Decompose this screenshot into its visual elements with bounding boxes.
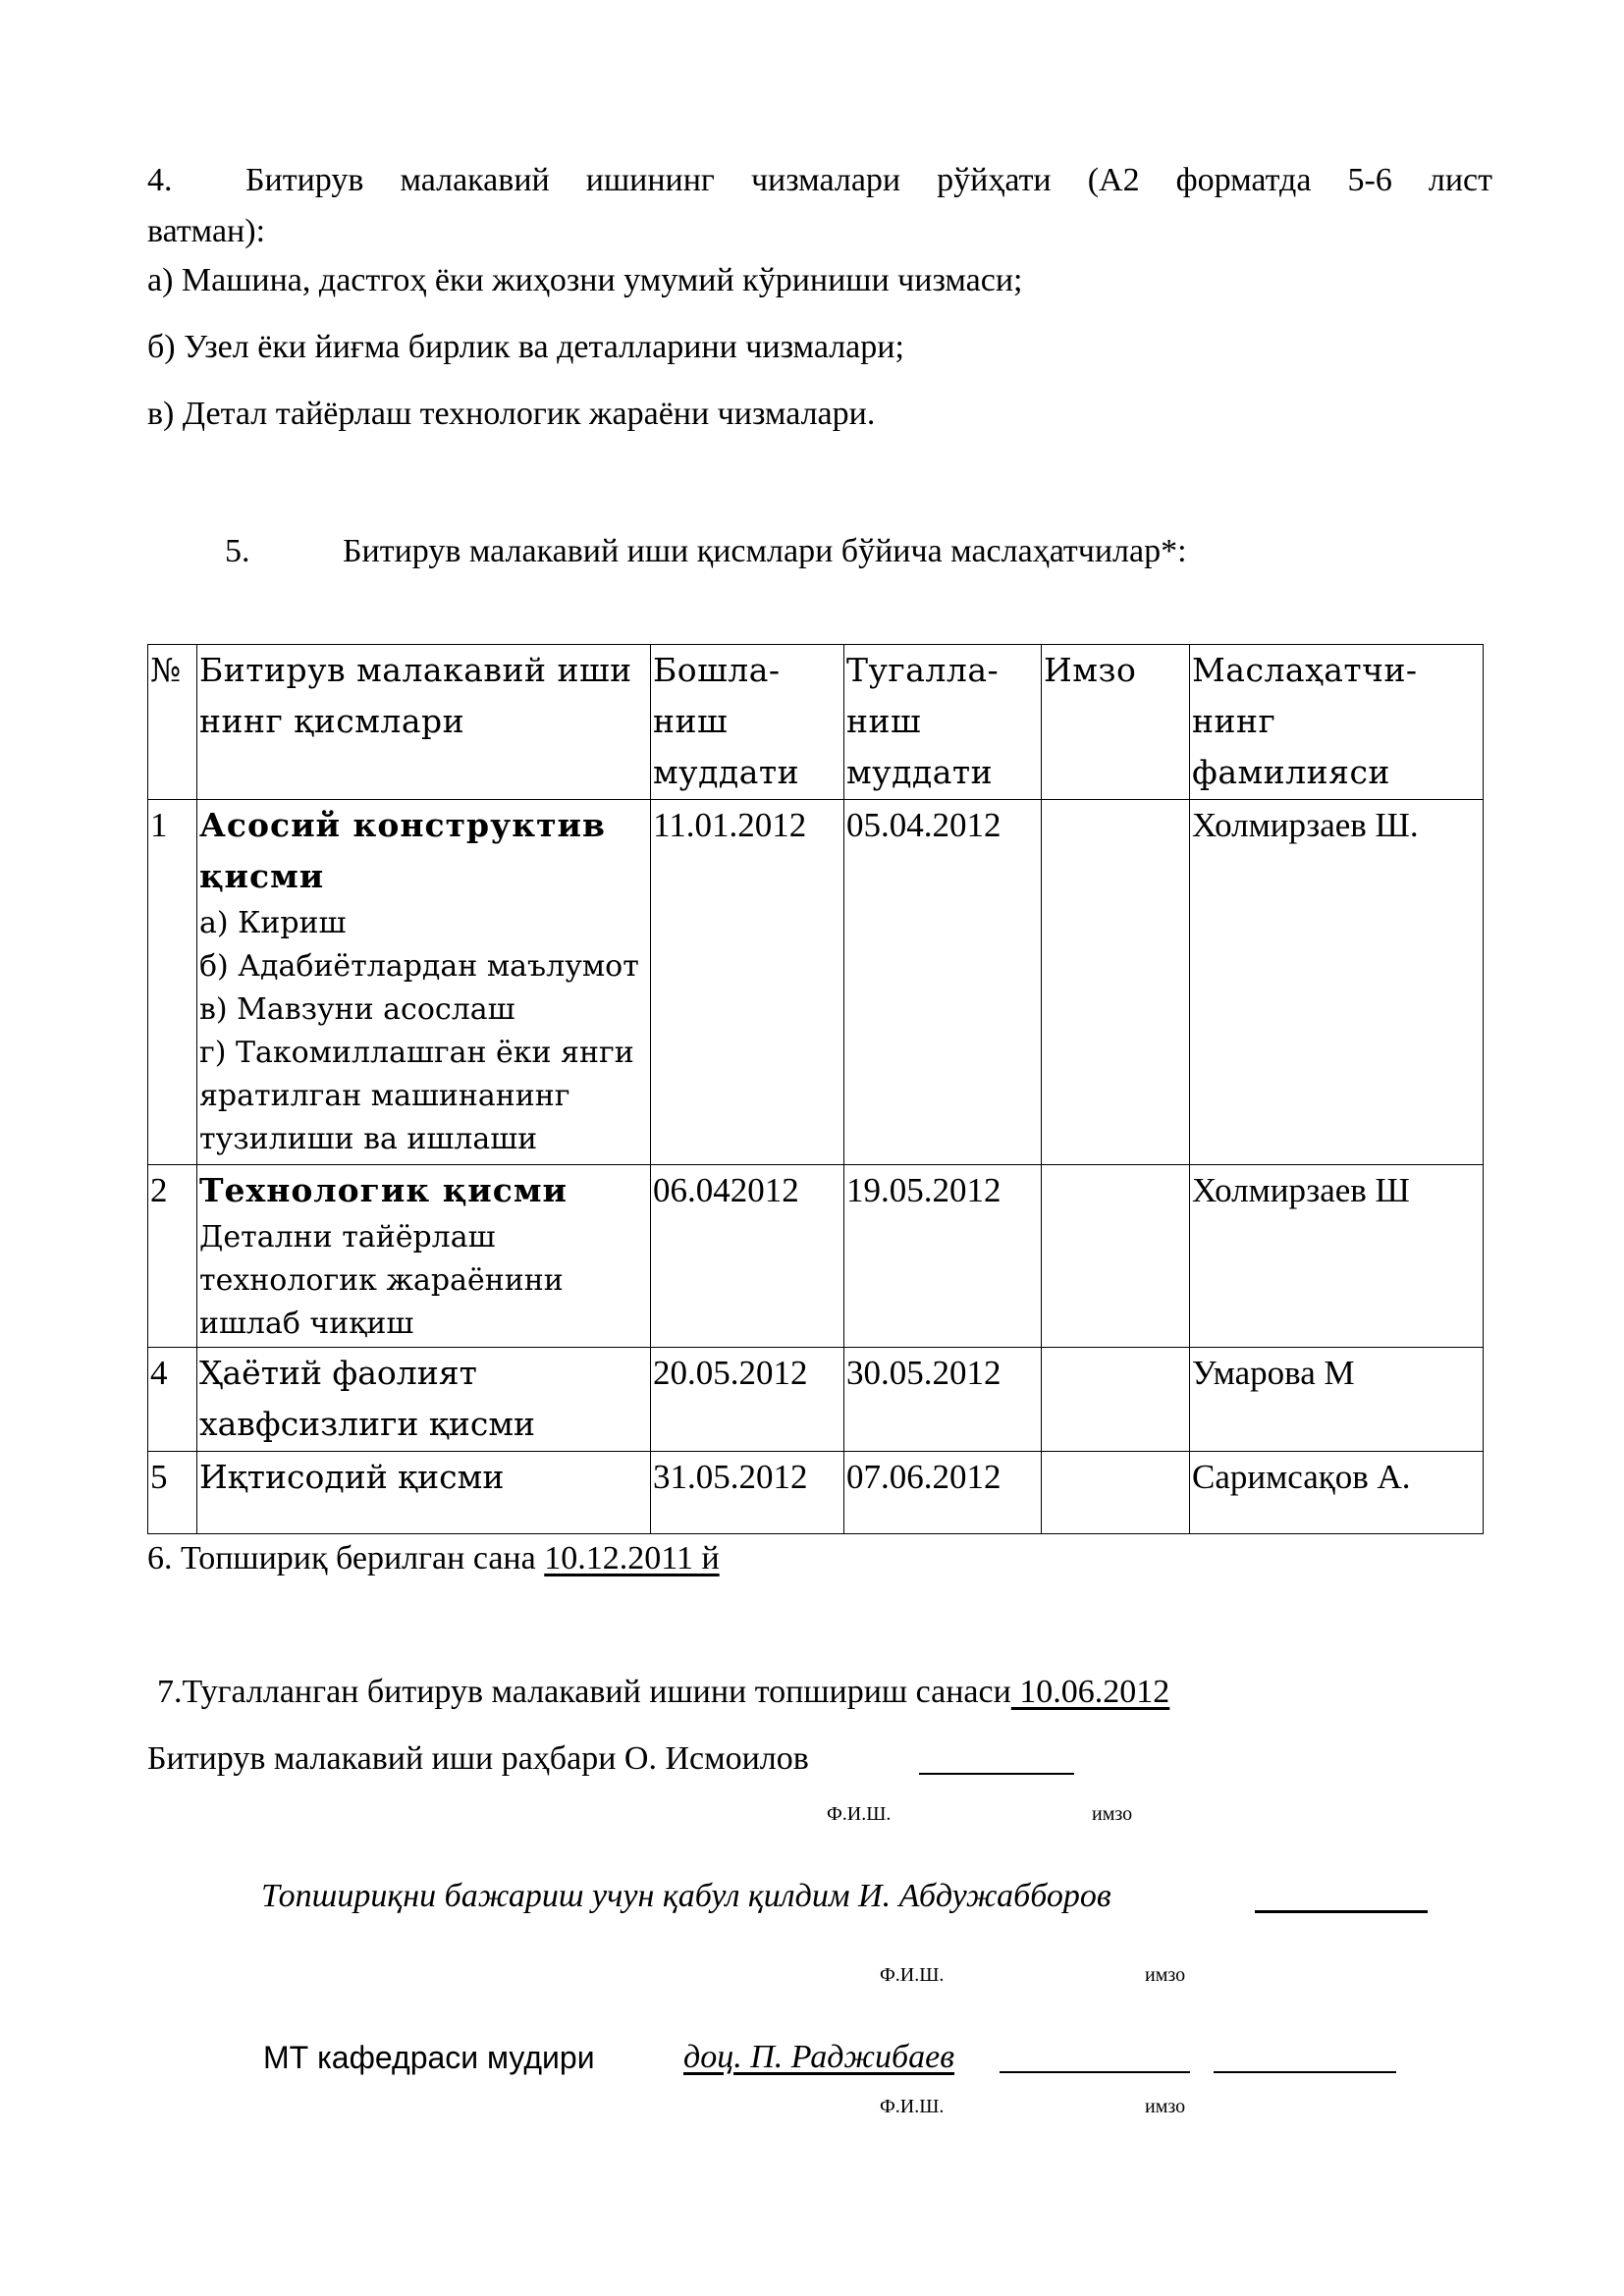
header-advisor-line: Маслаҳатчи- <box>1192 651 1418 689</box>
row-part-sub: тузилиши ва ишлаши <box>199 1122 538 1156</box>
head-sign-caption: имзо <box>1145 2096 1186 2117</box>
row-number: 5 <box>148 1452 197 1534</box>
table-row <box>148 1348 1484 1452</box>
header-start-line: муддати <box>653 753 800 791</box>
head-fio-caption: Ф.И.Ш. <box>880 2096 945 2117</box>
supervisor-text: Битирув малакавий иши раҳбари О. Исмоилов <box>147 1740 818 1777</box>
row-part <box>197 1165 651 1348</box>
section6-label: 6. Топшириқ берилган сана <box>147 1540 545 1576</box>
section5-number: 5. <box>225 533 250 569</box>
row-end-date: 30.05.2012 <box>844 1348 1042 1452</box>
header-end-line: муддати <box>846 753 994 791</box>
row-part-sub: Детални тайёрлаш <box>199 1220 496 1255</box>
row-end-date: 19.05.2012 <box>844 1165 1042 1348</box>
table-header-row <box>148 645 1484 800</box>
row-part-sub: в) Мавзуни асослаш <box>199 992 515 1027</box>
head-label: МТ кафедраси мудири <box>263 2040 595 2075</box>
section4-number: 4. <box>147 162 173 198</box>
row-part-title: Асосий конструктив <box>199 806 606 844</box>
section4-item-c: в) Детал тайёрлаш технологик жараёни чизмалари. <box>147 396 876 432</box>
row-number: 4 <box>148 1348 197 1452</box>
row-part <box>197 1348 651 1452</box>
accepted-line <box>261 1877 1119 1916</box>
row-part-sub: технологик жараёнини <box>199 1263 564 1298</box>
head-signature-line <box>1214 2071 1396 2073</box>
header-advisor <box>1190 645 1484 800</box>
row-start-date: 11.01.2012 <box>651 800 844 1165</box>
section4-title-line1: Битирув малакавий ишининг чизмалари рўйҳати (А2 форматда 5-6 лист <box>245 162 1492 198</box>
row-part <box>197 800 651 1165</box>
header-sign: Имзо <box>1042 645 1190 800</box>
accepted-fio-caption: Ф.И.Ш. <box>880 1964 945 1986</box>
row-advisor: Саримсақов А. <box>1190 1452 1484 1534</box>
header-advisor-line: нинг фамилияси <box>1192 702 1390 791</box>
header-end-line: Тугалла- <box>846 651 1000 689</box>
supervisor-fio-caption: Ф.И.Ш. <box>827 1803 892 1825</box>
row-part-sub: б) Адабиётлардан маълумот <box>199 949 639 984</box>
row-number: 1 <box>148 800 197 1165</box>
row-start-date: 31.05.2012 <box>651 1452 844 1534</box>
advisors-table <box>147 644 1484 1534</box>
row-part <box>197 1452 651 1534</box>
header-end <box>844 645 1042 800</box>
row-part-sub: яратилган машинанинг <box>199 1079 570 1113</box>
head-name: доц. П. Раджибаев <box>683 2039 955 2075</box>
header-number: № <box>148 645 197 800</box>
row-start-date: 06.042012 <box>651 1165 844 1348</box>
supervisor-signature-line <box>919 1773 1074 1775</box>
row-start-date: 20.05.2012 <box>651 1348 844 1452</box>
row-advisor: Холмирзаев Ш <box>1190 1165 1484 1348</box>
table-row <box>148 800 1484 1165</box>
accepted-sign-caption: имзо <box>1145 1964 1186 1986</box>
row-part-title: Технологик қисми <box>199 1171 568 1209</box>
row-part-sub: г) Такомиллашган ёки янги <box>199 1036 634 1070</box>
section4-title-line2: ватман): <box>147 213 266 249</box>
row-part-line: Ҳаётий фаолият <box>199 1354 477 1392</box>
header-start <box>651 645 844 800</box>
row-part-line: Иқтисодий қисми <box>199 1458 505 1496</box>
section5-title: Битирув малакавий иши қисмлари бўйича маслаҳатчилар*: <box>343 533 1187 569</box>
header-part-line: Битирув малакавий иши <box>199 651 632 689</box>
row-advisor: Умарова М <box>1190 1348 1484 1452</box>
table-row <box>148 1165 1484 1348</box>
header-start-line: ниш <box>653 702 729 740</box>
supervisor-line <box>147 1739 817 1779</box>
section6-date: 10.12.2011 й <box>544 1540 720 1576</box>
table-row <box>148 1452 1484 1534</box>
row-advisor: Холмирзаев Ш. <box>1190 800 1484 1165</box>
row-end-date: 07.06.2012 <box>844 1452 1042 1534</box>
header-end-line: ниш <box>846 702 922 740</box>
header-part <box>197 645 651 800</box>
row-part-title: қисми <box>199 857 325 895</box>
head-name-signature-line <box>1000 2071 1190 2073</box>
row-signature <box>1042 1348 1190 1452</box>
row-signature <box>1042 800 1190 1165</box>
row-signature <box>1042 1452 1190 1534</box>
row-signature <box>1042 1165 1190 1348</box>
section7-date: 10.06.2012 <box>1010 1674 1170 1710</box>
section7-line <box>157 1673 1169 1712</box>
section4-item-a: а) Машина, дастгоҳ ёки жиҳозни умумий кўриниши чизмаси; <box>147 262 1023 298</box>
section7-label: 7.Тугалланган битирув малакавий ишини топшириш санаси <box>157 1674 1011 1710</box>
supervisor-sign-caption: имзо <box>1092 1803 1133 1825</box>
row-part-line: хавфсизлиги қисми <box>199 1405 536 1443</box>
accepted-signature-line <box>1255 1910 1428 1913</box>
accepted-text: Топшириқни бажариш учун қабул қилдим И. Абдужабборов <box>261 1878 1120 1914</box>
header-part-line: нинг қисмлари <box>199 702 465 740</box>
section6-line <box>147 1539 720 1578</box>
row-part-sub: ишлаб чиқиш <box>199 1307 414 1341</box>
row-number: 2 <box>148 1165 197 1348</box>
row-part-sub: а) Кириш <box>199 906 347 940</box>
header-start-line: Бошла- <box>653 651 781 689</box>
section4-item-b: б) Узел ёки йиғма бирлик ва деталларини чизмалари; <box>147 329 904 365</box>
row-end-date: 05.04.2012 <box>844 800 1042 1165</box>
